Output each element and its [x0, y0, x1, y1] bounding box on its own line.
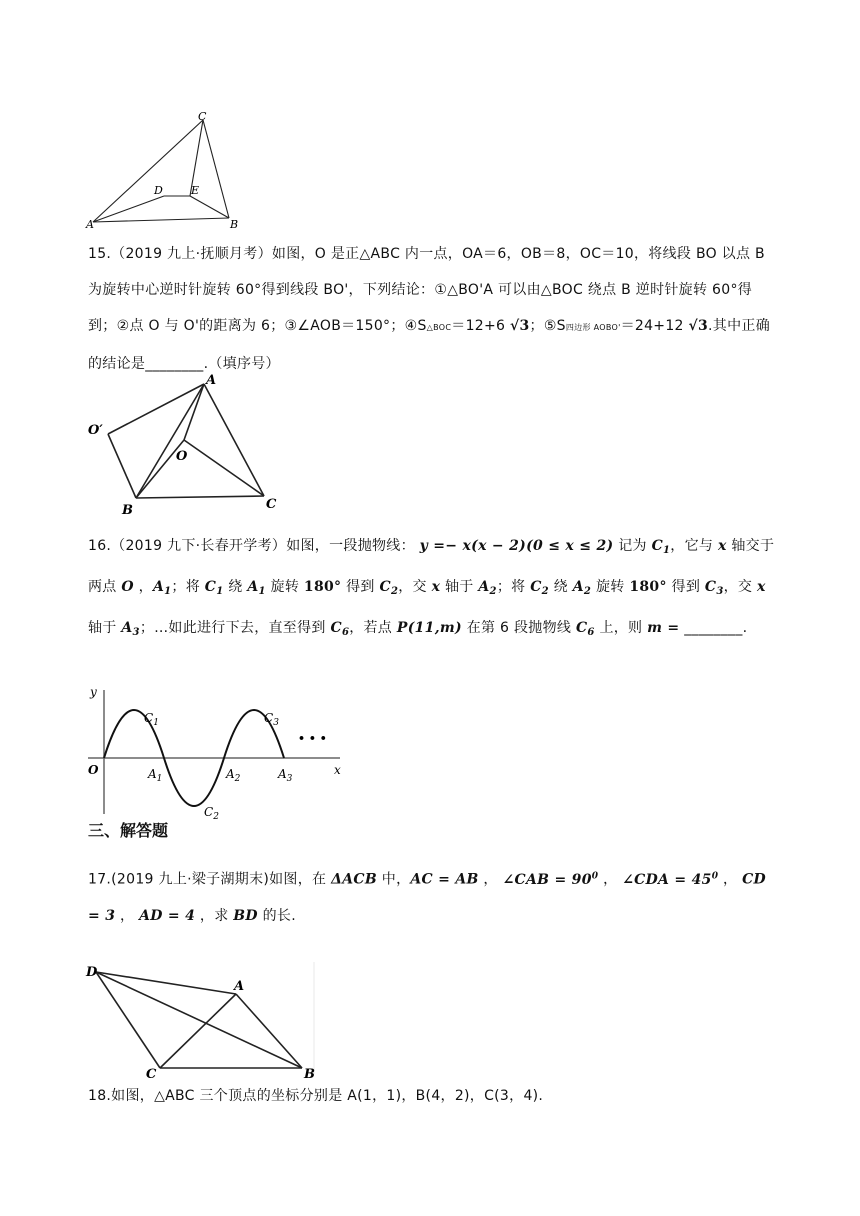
label-D: D	[86, 965, 98, 980]
label-C1: $C_1$	[144, 711, 159, 728]
ellipsis: • • •	[298, 732, 327, 745]
q16-C2: $C_2$	[379, 579, 399, 597]
q17-ang2: ∠CDA = $45^0$	[622, 871, 719, 888]
q15-number: 15.	[88, 246, 112, 262]
q16-C1: $C_1$	[651, 538, 671, 556]
q16-A2: $A_2$	[478, 579, 497, 597]
q17-bd: BD	[233, 907, 258, 924]
question-15	[88, 236, 778, 382]
q17-t4: 的长.	[262, 907, 296, 924]
q17-number: 17.	[88, 871, 112, 888]
question-16	[88, 528, 778, 651]
q16-t5: ，若点	[349, 620, 393, 636]
q15-sub-boc: △BOC	[426, 323, 452, 332]
axis-y-label: y	[90, 685, 97, 699]
q15-text-f: .（填序号）	[203, 356, 280, 372]
q16-rot-1: 绕	[228, 579, 243, 595]
q15-text-b: ＝12+6	[451, 318, 510, 334]
question-17	[88, 858, 778, 934]
label-A: A	[234, 979, 245, 994]
q16-deg-1: 180°	[303, 579, 342, 595]
label-B: B	[304, 1067, 315, 1082]
q16-end: .	[742, 620, 748, 636]
q16-A2-b: $A_2$	[572, 579, 592, 597]
q16-axis-at-1: 轴于	[445, 579, 474, 595]
label-D: D	[154, 184, 163, 197]
q17-eq1: AC = AB	[410, 871, 479, 888]
q16-answer-blank[interactable]: ________	[684, 620, 743, 636]
q16-jiao-1: ，交	[398, 579, 427, 595]
q17-sep-3: ，	[723, 871, 738, 888]
q16-point: P(11,m)	[396, 620, 462, 636]
label-C: C	[266, 497, 277, 512]
q15-sqrt3-b: √3	[688, 318, 709, 334]
q16-rot-2: 绕	[553, 579, 568, 595]
origin-label: O	[88, 763, 99, 777]
q16-semi-1: ；将	[171, 579, 200, 595]
q17-tri: ΔACB	[331, 871, 377, 888]
q17-eq3: CD = 3	[88, 871, 766, 924]
q16-semi-3: ；…如此进行下去，直至得到	[139, 620, 326, 636]
q16-O: O	[121, 579, 134, 595]
q16-got-1: 得到	[346, 579, 375, 595]
q16-formula: y =− x(x − 2)(0 ≤ x ≤ 2)	[419, 538, 614, 554]
q16-axis-at-2: 轴于	[88, 620, 117, 636]
q15-text-d: ＝24+12	[620, 318, 689, 334]
q16-t7: 上，则	[599, 620, 643, 636]
q15-text-a: 如图，O 是正△ABC 内一点，OA＝6，OB＝8，OC＝10，将线段 BO 以点 B 为旋转中心逆时针旋转 60°得到线段 BO'，下列结论：①△BO'A 可以由△BOC 绕点 B 逆时针旋转 60°得到；②点 O 与 O'的距离为 6；③∠AOB＝150°；④S	[88, 246, 765, 334]
question-18: 18.如图，△ABC 三个顶点的坐标分别是 A(1，1)，B(4，2)，C(3，4).	[88, 1088, 544, 1104]
label-C: C	[146, 1067, 157, 1082]
q17-t1: 如图，在	[269, 871, 327, 888]
label-B: B	[230, 218, 239, 231]
q16-t2: 记为	[618, 538, 647, 554]
q15-answer-blank[interactable]: ________	[145, 356, 204, 372]
q16-t1: 如图，一段抛物线：	[286, 538, 415, 554]
q17-eq4: AD = 4	[139, 907, 196, 924]
q16-t6: 在第 6 段抛物线	[466, 620, 572, 636]
q16-source: （2019 九下·长春开学考）	[111, 538, 287, 554]
figure-q16	[84, 682, 354, 822]
q16-m-eq: m =	[647, 620, 680, 636]
q16-jiao-2: ，交	[723, 579, 753, 595]
q16-A3: $A_3$	[121, 620, 140, 638]
q16-A1-b: $A_1$	[247, 579, 266, 597]
q16-x-1: x	[717, 538, 727, 554]
label-A: A	[86, 218, 94, 231]
label-A2: $A_2$	[226, 767, 241, 784]
section-heading-3: 三、解答题	[88, 821, 169, 840]
q17-t3: ，求	[199, 907, 229, 924]
q16-C2-b: $C_2$	[530, 579, 549, 597]
figure-q14	[84, 108, 254, 234]
q16-deg-2: 180°	[629, 579, 667, 595]
axis-x-label: x	[334, 763, 341, 777]
label-E: E	[191, 184, 200, 197]
q16-C6-b: $C_6$	[575, 620, 595, 638]
figure-q15	[86, 372, 286, 522]
q16-A1: $A_1$	[152, 579, 172, 597]
label-A: A	[206, 373, 217, 388]
label-C: C	[198, 110, 207, 123]
label-C3: $C_3$	[264, 711, 279, 728]
q16-semi-2: ；将	[496, 579, 526, 595]
q16-rot180-2: 旋转	[595, 579, 625, 595]
q17-t2: 中，	[381, 871, 411, 888]
label-O-prime: O′	[88, 423, 103, 438]
q17-source: (2019 九上·梁子湖期末)	[111, 871, 270, 888]
q16-x-3: x	[757, 579, 766, 595]
label-B: B	[122, 503, 133, 518]
q16-t4: 轴交于两点	[88, 538, 775, 595]
q15-text-e: .其中正确的结论是	[88, 318, 770, 372]
q17-ang1: ∠CAB = $90^0$	[502, 871, 599, 888]
q16-t3: ，它与	[670, 538, 714, 554]
q15-sqrt3-a: √3	[509, 318, 530, 334]
q16-C6: $C_6$	[330, 620, 350, 638]
q17-sep-2: ，	[603, 871, 618, 888]
q15-text-c: ；⑤S	[529, 318, 566, 334]
label-A3: $A_3$	[278, 767, 293, 784]
q16-x-2: x	[431, 579, 441, 595]
q16-got-2: 得到	[671, 579, 701, 595]
label-A1: $A_1$	[148, 767, 163, 784]
q16-comma-1: ，	[138, 579, 153, 595]
q15-source: （2019 九上·抚顺月考）	[111, 246, 272, 262]
q16-number: 16.	[88, 538, 112, 554]
q15-sub-quad: 四边形 AOBO'	[565, 323, 621, 332]
label-O: O	[176, 449, 188, 464]
figure-q17	[84, 958, 320, 1082]
q16-C3: $C_3$	[704, 579, 724, 597]
q17-sep-4: ，	[120, 907, 135, 924]
label-C2: $C_2$	[204, 805, 219, 822]
q17-sep-1: ，	[483, 871, 498, 888]
q16-rot180-1: 旋转	[270, 579, 300, 595]
q16-C1-b: $C_1$	[204, 579, 224, 597]
